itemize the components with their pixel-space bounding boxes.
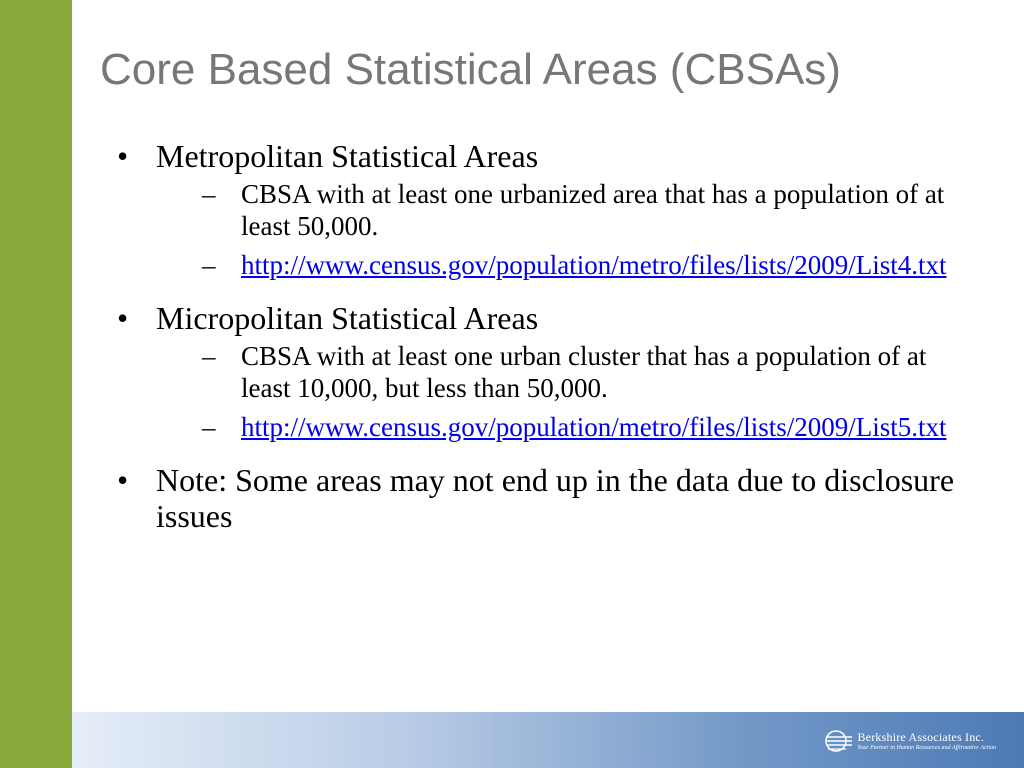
sub-list [156,340,962,443]
dash-symbol: – [202,412,216,442]
company-logo [824,727,997,755]
logo-text [858,730,997,752]
sub-item-definition [202,178,962,242]
bullet-symbol: • [117,300,129,336]
bullet-text: Note: Some areas may not end up in the data due to disclosure issues [156,462,955,534]
sub-item-link [202,411,962,443]
bullet-symbol: • [117,138,129,174]
bullet-note [117,462,962,534]
slide-title: Core Based Statistical Areas (CBSAs) [100,45,841,94]
sub-item-text: CBSA with at least one urban cluster that has a population of at least 10,000, but less than 50,000. [241,341,927,403]
left-accent-bar [0,0,72,768]
sub-list [156,178,962,281]
dash-symbol: – [202,341,216,371]
sub-item-text: CBSA with at least one urbanized area that has a population of at least 50,000. [241,179,945,241]
globe-icon [824,729,854,753]
bullet-text: Metropolitan Statistical Areas [156,138,539,174]
footer-band [72,712,1024,768]
sub-item-link [202,249,962,281]
dash-symbol: – [202,179,216,209]
company-tagline: Your Partner in Human Resources and Affirmative Action [857,745,996,751]
list4-link[interactable]: http://www.census.gov/population/metro/files/lists/2009/List4.txt [241,250,947,280]
bullet-micropolitan [117,300,962,443]
bullet-text: Micropolitan Statistical Areas [156,300,539,336]
company-name: Berkshire Associates Inc. [857,730,985,744]
sub-item-definition [202,340,962,404]
list5-link[interactable]: http://www.census.gov/population/metro/files/lists/2009/List5.txt [241,412,947,442]
dash-symbol: – [202,250,216,280]
bullet-symbol: • [117,462,129,498]
slide-content [117,138,962,534]
bullet-metropolitan [117,138,962,281]
